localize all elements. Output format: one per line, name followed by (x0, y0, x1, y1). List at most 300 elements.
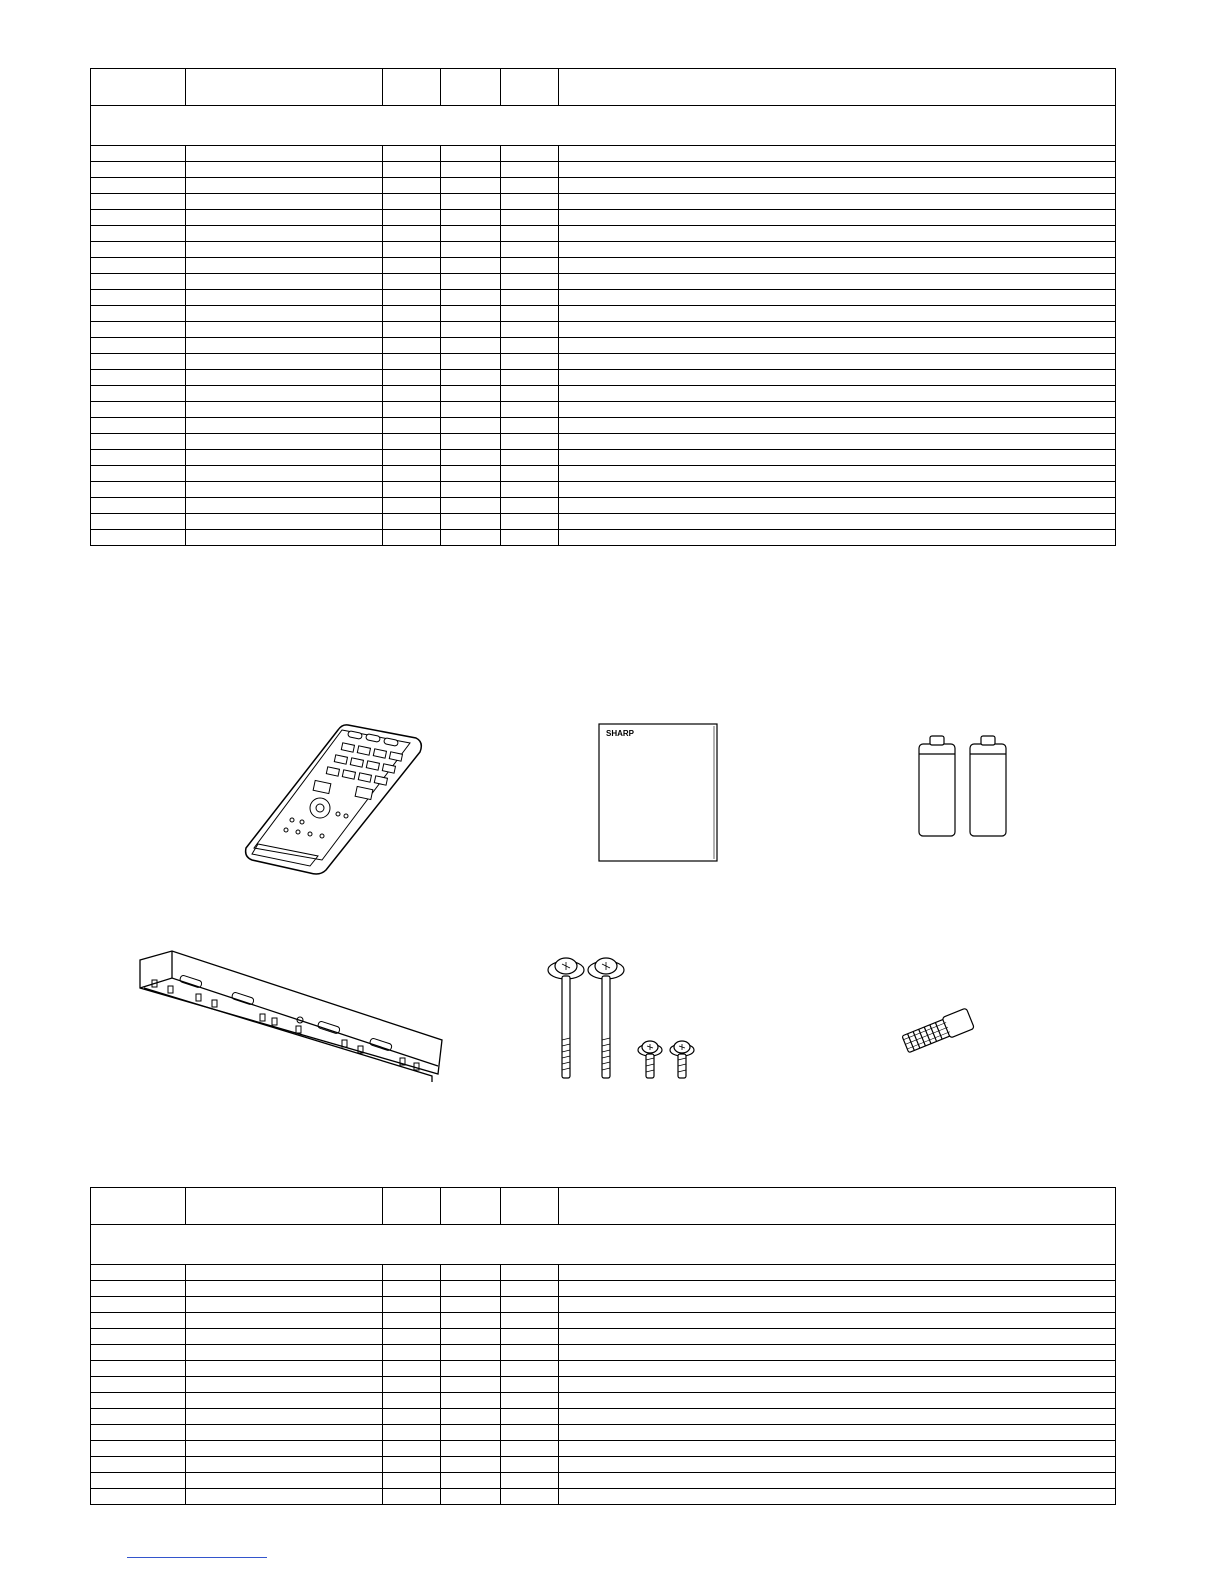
top-table-cell (186, 226, 383, 242)
bottom-table-cell (186, 1377, 383, 1393)
top-table-cell (441, 402, 501, 418)
bottom-header-cell (91, 1188, 186, 1225)
top-table-cell (559, 178, 1116, 194)
top-table-cell (91, 146, 186, 162)
bottom-table-cell (559, 1393, 1116, 1409)
top-table-cell (441, 290, 501, 306)
bottom-table-cell (91, 1297, 186, 1313)
top-table-cell (383, 194, 441, 210)
top-table-cell (186, 434, 383, 450)
bottom-table-cell (186, 1473, 383, 1489)
bottom-table-cell (501, 1473, 559, 1489)
top-table-cell (383, 210, 441, 226)
bottom-table-cell (186, 1489, 383, 1505)
bottom-table-cell (559, 1409, 1116, 1425)
bottom-table-cell (559, 1297, 1116, 1313)
top-header-cell (91, 69, 186, 106)
top-table-cell (383, 322, 441, 338)
operation-manual-illustration (596, 722, 720, 864)
bottom-table-cell (383, 1457, 441, 1473)
top-header-cell (501, 69, 559, 106)
top-table-cell (91, 514, 186, 530)
bottom-table-cell (186, 1441, 383, 1457)
bottom-table-cell (91, 1473, 186, 1489)
top-table-cell (441, 370, 501, 386)
bottom-table-cell (383, 1265, 441, 1281)
bottom-table-row (91, 1329, 1116, 1345)
top-table-cell (559, 370, 1116, 386)
top-table-cell (383, 338, 441, 354)
top-table-cell (501, 306, 559, 322)
top-table-row (91, 306, 1116, 322)
top-table-cell (383, 530, 441, 546)
top-table-cell (186, 354, 383, 370)
top-table-row (91, 482, 1116, 498)
top-table-cell (501, 354, 559, 370)
top-table-row (91, 338, 1116, 354)
top-table-cell (501, 210, 559, 226)
top-table-row (91, 370, 1116, 386)
bottom-table-cell (501, 1441, 559, 1457)
top-table-cell (501, 290, 559, 306)
top-table-cell (501, 402, 559, 418)
top-table-cell (383, 354, 441, 370)
top-table-cell (441, 210, 501, 226)
top-section-cell (91, 106, 1116, 146)
top-table-cell (383, 418, 441, 434)
antenna-adapter-illustration (892, 1000, 984, 1058)
top-table-cell (441, 162, 501, 178)
top-table-cell (91, 322, 186, 338)
bottom-header-cell (501, 1188, 559, 1225)
top-table-cell (91, 210, 186, 226)
top-table-cell (91, 386, 186, 402)
bottom-table-cell (383, 1409, 441, 1425)
bottom-table-cell (91, 1409, 186, 1425)
top-table-cell (441, 354, 501, 370)
bottom-table-cell (186, 1297, 383, 1313)
bottom-table-cell (559, 1329, 1116, 1345)
top-table-cell (186, 418, 383, 434)
top-table-cell (91, 370, 186, 386)
bottom-table-cell (383, 1345, 441, 1361)
bottom-table-cell (186, 1457, 383, 1473)
top-table-cell (559, 386, 1116, 402)
bottom-section-row (91, 1225, 1116, 1265)
bottom-table-cell (559, 1265, 1116, 1281)
top-table-cell (501, 466, 559, 482)
bottom-table-cell (383, 1297, 441, 1313)
bottom-table-cell (501, 1265, 559, 1281)
bottom-table-row (91, 1281, 1116, 1297)
top-table-cell (186, 514, 383, 530)
top-table-cell (501, 226, 559, 242)
bottom-table-cell (559, 1313, 1116, 1329)
bottom-table-row (91, 1313, 1116, 1329)
top-table-cell (383, 146, 441, 162)
top-table-cell (559, 514, 1116, 530)
top-table-cell (441, 418, 501, 434)
top-table-cell (441, 322, 501, 338)
bottom-table-cell (91, 1361, 186, 1377)
top-table-cell (186, 162, 383, 178)
bottom-table-cell (186, 1281, 383, 1297)
top-table-cell (441, 194, 501, 210)
bottom-table-cell (186, 1409, 383, 1425)
bottom-table-cell (383, 1361, 441, 1377)
top-header-cell (559, 69, 1116, 106)
top-table-row (91, 274, 1116, 290)
top-header-cell (383, 69, 441, 106)
top-table-cell (501, 274, 559, 290)
top-table-cell (383, 482, 441, 498)
bottom-table-cell (91, 1425, 186, 1441)
bottom-table-cell (501, 1425, 559, 1441)
top-table-cell (91, 498, 186, 514)
bottom-table-cell (559, 1489, 1116, 1505)
bottom-table-cell (441, 1489, 501, 1505)
screws-illustration (540, 952, 700, 1084)
bottom-table-cell (559, 1425, 1116, 1441)
top-table-cell (91, 354, 186, 370)
top-table-row (91, 434, 1116, 450)
bottom-table-cell (91, 1377, 186, 1393)
bottom-table-cell (559, 1361, 1116, 1377)
bottom-table-cell (441, 1281, 501, 1297)
bottom-table-cell (441, 1361, 501, 1377)
bottom-table-cell (559, 1473, 1116, 1489)
top-table-row (91, 162, 1116, 178)
top-table-cell (501, 162, 559, 178)
top-table-cell (501, 482, 559, 498)
top-table-cell (91, 450, 186, 466)
bottom-header-cell (441, 1188, 501, 1225)
top-table-cell (441, 482, 501, 498)
bottom-table-cell (91, 1313, 186, 1329)
top-table-cell (186, 322, 383, 338)
top-table-cell (383, 178, 441, 194)
top-table-cell (383, 498, 441, 514)
top-table-cell (91, 242, 186, 258)
top-table-cell (559, 434, 1116, 450)
top-header-cell (186, 69, 383, 106)
top-table-cell (441, 226, 501, 242)
top-table-row (91, 242, 1116, 258)
remote-control-illustration (238, 720, 428, 880)
top-table-cell (383, 242, 441, 258)
bottom-table-row (91, 1489, 1116, 1505)
top-table-cell (186, 242, 383, 258)
wall-bracket-illustration (132, 948, 444, 1086)
top-table-cell (501, 146, 559, 162)
top-table-cell (441, 498, 501, 514)
top-table-row (91, 530, 1116, 546)
top-table-row (91, 290, 1116, 306)
bottom-header-cell (186, 1188, 383, 1225)
top-header-cell (441, 69, 501, 106)
bottom-table-row (91, 1393, 1116, 1409)
top-table-cell (559, 530, 1116, 546)
top-table-cell (501, 322, 559, 338)
top-table-cell (559, 210, 1116, 226)
top-table-cell (91, 466, 186, 482)
bottom-table-cell (501, 1361, 559, 1377)
top-table-cell (383, 386, 441, 402)
top-table-cell (559, 242, 1116, 258)
top-table-cell (91, 434, 186, 450)
top-table-cell (186, 194, 383, 210)
top-header-row (91, 69, 1116, 106)
top-table-cell (501, 498, 559, 514)
bottom-table-cell (559, 1457, 1116, 1473)
top-table-cell (559, 194, 1116, 210)
top-table-row (91, 402, 1116, 418)
bottom-table-cell (441, 1345, 501, 1361)
bottom-table-cell (441, 1329, 501, 1345)
top-table-cell (559, 290, 1116, 306)
bottom-table-cell (186, 1265, 383, 1281)
bottom-table-row (91, 1457, 1116, 1473)
top-table-cell (91, 178, 186, 194)
top-table-cell (441, 146, 501, 162)
top-table-cell (559, 482, 1116, 498)
top-table-cell (559, 162, 1116, 178)
brand-logo: SHARP (606, 729, 635, 738)
top-table-cell (383, 402, 441, 418)
top-table-cell (501, 338, 559, 354)
top-table-cell (91, 306, 186, 322)
top-table-cell (383, 226, 441, 242)
bottom-table-cell (441, 1409, 501, 1425)
footer-link-underline (127, 1557, 267, 1558)
top-table-cell (501, 178, 559, 194)
top-table-cell (559, 322, 1116, 338)
bottom-table-cell (501, 1329, 559, 1345)
bottom-table-cell (441, 1265, 501, 1281)
bottom-table-cell (441, 1313, 501, 1329)
top-table-cell (559, 450, 1116, 466)
bottom-header-cell (383, 1188, 441, 1225)
bottom-table-cell (186, 1313, 383, 1329)
bottom-table-cell (383, 1281, 441, 1297)
top-table-cell (559, 146, 1116, 162)
top-table-row (91, 322, 1116, 338)
bottom-table-cell (91, 1281, 186, 1297)
top-table-cell (441, 434, 501, 450)
top-table-row (91, 194, 1116, 210)
top-table-cell (441, 386, 501, 402)
bottom-table-cell (91, 1345, 186, 1361)
top-table-row (91, 226, 1116, 242)
top-table-cell (559, 274, 1116, 290)
top-table-cell (186, 530, 383, 546)
bottom-table-cell (383, 1473, 441, 1489)
top-table-row (91, 450, 1116, 466)
top-table-cell (383, 370, 441, 386)
top-table-cell (383, 434, 441, 450)
top-table-cell (383, 274, 441, 290)
top-table-cell (91, 194, 186, 210)
top-table-cell (186, 274, 383, 290)
bottom-table-cell (441, 1377, 501, 1393)
bottom-header-row (91, 1188, 1116, 1225)
bottom-table-cell (441, 1441, 501, 1457)
top-table-cell (501, 194, 559, 210)
top-table-cell (559, 466, 1116, 482)
top-table-cell (501, 418, 559, 434)
top-table-row (91, 418, 1116, 434)
top-table-cell (559, 258, 1116, 274)
bottom-table-cell (186, 1425, 383, 1441)
top-table-cell (186, 338, 383, 354)
top-table-cell (441, 530, 501, 546)
top-table-cell (501, 530, 559, 546)
top-table-cell (501, 242, 559, 258)
bottom-table-cell (186, 1361, 383, 1377)
bottom-table-cell (501, 1281, 559, 1297)
top-table-row (91, 498, 1116, 514)
parts-table-top (90, 68, 1116, 546)
bottom-table-cell (383, 1329, 441, 1345)
top-table-cell (559, 498, 1116, 514)
top-table-cell (91, 482, 186, 498)
top-table-cell (441, 466, 501, 482)
top-table-cell (383, 290, 441, 306)
top-table-cell (186, 258, 383, 274)
top-table-row (91, 354, 1116, 370)
top-table-cell (186, 482, 383, 498)
top-table-cell (501, 370, 559, 386)
top-table-cell (91, 258, 186, 274)
bottom-table-cell (559, 1345, 1116, 1361)
top-table-cell (559, 418, 1116, 434)
bottom-table-row (91, 1441, 1116, 1457)
top-table-cell (441, 274, 501, 290)
bottom-table-cell (91, 1457, 186, 1473)
batteries-illustration (914, 732, 1014, 842)
top-table-cell (559, 306, 1116, 322)
bottom-table-cell (501, 1409, 559, 1425)
top-table-cell (383, 466, 441, 482)
bottom-table-cell (501, 1393, 559, 1409)
bottom-table-row (91, 1473, 1116, 1489)
top-table-cell (441, 514, 501, 530)
top-table-cell (186, 290, 383, 306)
bottom-table-cell (501, 1297, 559, 1313)
top-table-row (91, 178, 1116, 194)
top-table-row (91, 514, 1116, 530)
bottom-table-cell (501, 1377, 559, 1393)
top-table-cell (501, 450, 559, 466)
bottom-table-cell (383, 1313, 441, 1329)
top-table-cell (441, 178, 501, 194)
top-table-cell (559, 354, 1116, 370)
bottom-table-cell (441, 1425, 501, 1441)
top-table-cell (383, 258, 441, 274)
top-table-cell (383, 450, 441, 466)
top-table-cell (383, 306, 441, 322)
top-table-cell (186, 386, 383, 402)
bottom-table-cell (383, 1489, 441, 1505)
top-table-cell (186, 306, 383, 322)
bottom-table-cell (383, 1393, 441, 1409)
top-table-cell (441, 450, 501, 466)
top-table-cell (186, 370, 383, 386)
bottom-table-cell (441, 1473, 501, 1489)
bottom-table-row (91, 1377, 1116, 1393)
bottom-table-row (91, 1425, 1116, 1441)
top-table-cell (91, 226, 186, 242)
top-table-cell (441, 258, 501, 274)
bottom-table-row (91, 1297, 1116, 1313)
parts-table-bottom (90, 1187, 1116, 1505)
bottom-table-cell (383, 1441, 441, 1457)
bottom-table-cell (186, 1345, 383, 1361)
top-table-cell (559, 338, 1116, 354)
bottom-table-cell (501, 1345, 559, 1361)
top-table-row (91, 146, 1116, 162)
bottom-table-cell (186, 1329, 383, 1345)
bottom-table-cell (441, 1297, 501, 1313)
top-table-cell (186, 210, 383, 226)
bottom-table-row (91, 1409, 1116, 1425)
bottom-table-row (91, 1345, 1116, 1361)
top-table-cell (441, 306, 501, 322)
top-table-cell (186, 466, 383, 482)
top-table-row (91, 210, 1116, 226)
top-table-cell (186, 402, 383, 418)
bottom-table-cell (501, 1457, 559, 1473)
bottom-table-cell (559, 1377, 1116, 1393)
bottom-table-row (91, 1265, 1116, 1281)
bottom-header-cell (559, 1188, 1116, 1225)
top-table-row (91, 466, 1116, 482)
top-table-row (91, 386, 1116, 402)
top-table-cell (559, 226, 1116, 242)
bottom-table-cell (91, 1265, 186, 1281)
bottom-table-cell (91, 1489, 186, 1505)
bottom-table-cell (559, 1281, 1116, 1297)
top-table-cell (186, 498, 383, 514)
bottom-table-cell (501, 1313, 559, 1329)
top-table-cell (501, 434, 559, 450)
top-table-cell (383, 162, 441, 178)
top-table-cell (559, 402, 1116, 418)
bottom-table-cell (441, 1457, 501, 1473)
top-table-cell (91, 418, 186, 434)
bottom-table-cell (441, 1393, 501, 1409)
bottom-table-cell (91, 1393, 186, 1409)
top-table-cell (441, 242, 501, 258)
bottom-table-cell (383, 1377, 441, 1393)
top-table-cell (91, 530, 186, 546)
top-table-cell (501, 386, 559, 402)
top-table-cell (186, 450, 383, 466)
top-table-cell (91, 402, 186, 418)
top-table-cell (501, 514, 559, 530)
bottom-table-cell (186, 1393, 383, 1409)
top-table-cell (91, 162, 186, 178)
bottom-table-cell (383, 1425, 441, 1441)
top-table-cell (91, 338, 186, 354)
top-section-row (91, 106, 1116, 146)
top-table-cell (91, 290, 186, 306)
top-table-cell (91, 274, 186, 290)
top-table-row (91, 258, 1116, 274)
bottom-table-cell (501, 1489, 559, 1505)
bottom-table-cell (91, 1329, 186, 1345)
bottom-table-cell (559, 1441, 1116, 1457)
